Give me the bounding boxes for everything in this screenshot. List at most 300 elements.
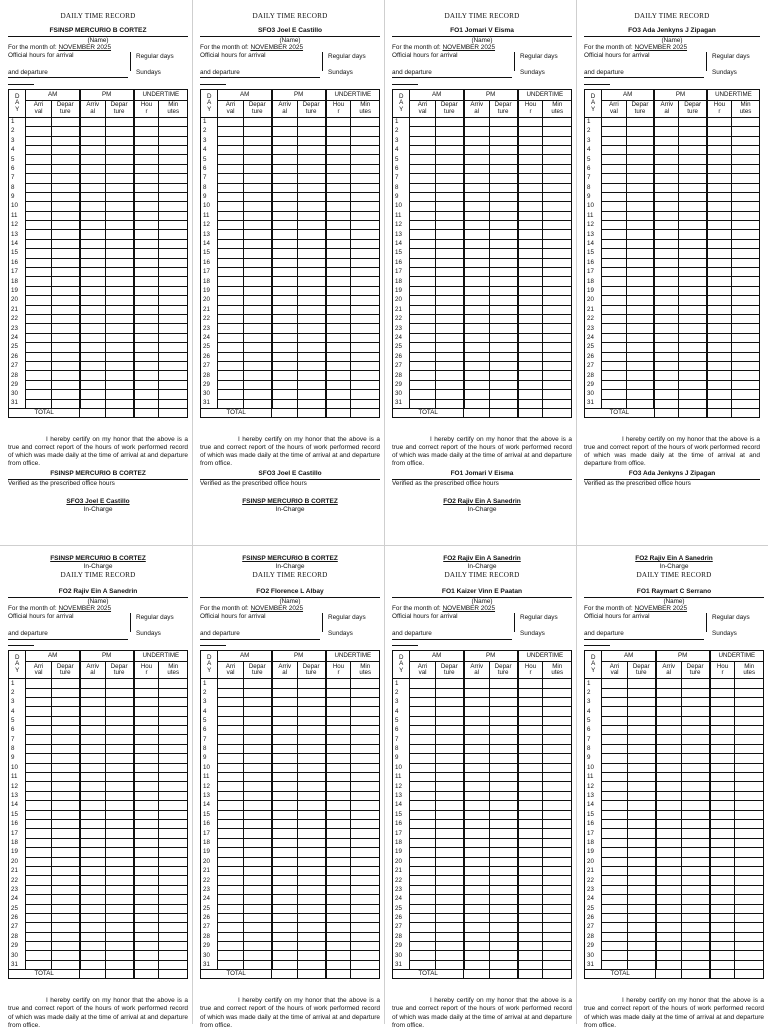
time-cell[interactable]: [297, 735, 326, 744]
time-cell[interactable]: [732, 127, 760, 136]
time-cell[interactable]: [105, 829, 134, 838]
time-cell[interactable]: [464, 904, 489, 913]
time-cell[interactable]: [464, 913, 489, 922]
total-cell[interactable]: [326, 408, 351, 417]
time-cell[interactable]: [326, 923, 351, 932]
time-cell[interactable]: [410, 895, 435, 904]
time-cell[interactable]: [272, 277, 297, 286]
time-cell[interactable]: [489, 192, 518, 201]
time-cell[interactable]: [710, 791, 735, 800]
time-cell[interactable]: [489, 744, 518, 753]
time-cell[interactable]: [410, 707, 435, 716]
total-cell[interactable]: [735, 970, 764, 979]
time-cell[interactable]: [51, 960, 80, 969]
time-cell[interactable]: [707, 324, 732, 333]
time-cell[interactable]: [435, 716, 464, 725]
time-cell[interactable]: [272, 352, 297, 361]
time-cell[interactable]: [26, 763, 51, 772]
time-cell[interactable]: [656, 763, 681, 772]
time-cell[interactable]: [543, 352, 572, 361]
time-cell[interactable]: [627, 932, 656, 941]
time-cell[interactable]: [707, 268, 732, 277]
time-cell[interactable]: [272, 230, 297, 239]
time-cell[interactable]: [326, 277, 351, 286]
time-cell[interactable]: [735, 697, 764, 706]
time-cell[interactable]: [543, 904, 572, 913]
time-cell[interactable]: [26, 230, 51, 239]
time-cell[interactable]: [326, 268, 351, 277]
time-cell[interactable]: [51, 801, 80, 810]
time-cell[interactable]: [80, 221, 105, 230]
time-cell[interactable]: [518, 688, 543, 697]
time-cell[interactable]: [464, 277, 489, 286]
time-cell[interactable]: [602, 716, 627, 725]
time-cell[interactable]: [218, 791, 243, 800]
time-cell[interactable]: [543, 754, 572, 763]
time-cell[interactable]: [627, 885, 656, 894]
time-cell[interactable]: [326, 697, 351, 706]
time-cell[interactable]: [464, 296, 489, 305]
time-cell[interactable]: [297, 361, 326, 370]
time-cell[interactable]: [159, 688, 188, 697]
time-cell[interactable]: [464, 333, 489, 342]
time-cell[interactable]: [435, 951, 464, 960]
time-cell[interactable]: [602, 211, 627, 220]
time-cell[interactable]: [410, 688, 435, 697]
time-cell[interactable]: [681, 857, 710, 866]
time-cell[interactable]: [134, 726, 159, 735]
time-cell[interactable]: [351, 202, 380, 211]
time-cell[interactable]: [272, 848, 297, 857]
time-cell[interactable]: [26, 211, 51, 220]
time-cell[interactable]: [326, 221, 351, 230]
time-cell[interactable]: [489, 136, 518, 145]
time-cell[interactable]: [602, 361, 627, 370]
time-cell[interactable]: [326, 679, 351, 688]
time-cell[interactable]: [351, 333, 380, 342]
time-cell[interactable]: [489, 848, 518, 857]
time-cell[interactable]: [627, 876, 656, 885]
time-cell[interactable]: [489, 371, 518, 380]
time-cell[interactable]: [218, 688, 243, 697]
time-cell[interactable]: [105, 744, 134, 753]
time-cell[interactable]: [410, 286, 435, 295]
time-cell[interactable]: [105, 885, 134, 894]
time-cell[interactable]: [326, 136, 351, 145]
time-cell[interactable]: [243, 277, 272, 286]
time-cell[interactable]: [543, 277, 572, 286]
time-cell[interactable]: [297, 866, 326, 875]
time-cell[interactable]: [159, 136, 188, 145]
time-cell[interactable]: [489, 202, 518, 211]
time-cell[interactable]: [656, 829, 681, 838]
time-cell[interactable]: [464, 211, 489, 220]
time-cell[interactable]: [243, 361, 272, 370]
time-cell[interactable]: [159, 679, 188, 688]
time-cell[interactable]: [732, 343, 760, 352]
time-cell[interactable]: [518, 820, 543, 829]
time-cell[interactable]: [735, 866, 764, 875]
time-cell[interactable]: [464, 951, 489, 960]
time-cell[interactable]: [656, 773, 681, 782]
time-cell[interactable]: [654, 183, 679, 192]
time-cell[interactable]: [26, 876, 51, 885]
time-cell[interactable]: [707, 399, 732, 408]
time-cell[interactable]: [518, 791, 543, 800]
time-cell[interactable]: [159, 820, 188, 829]
time-cell[interactable]: [489, 324, 518, 333]
time-cell[interactable]: [654, 380, 679, 389]
time-cell[interactable]: [297, 286, 326, 295]
time-cell[interactable]: [272, 258, 297, 267]
time-cell[interactable]: [80, 305, 105, 314]
time-cell[interactable]: [243, 221, 272, 230]
time-cell[interactable]: [602, 192, 627, 201]
time-cell[interactable]: [654, 145, 679, 154]
time-cell[interactable]: [51, 735, 80, 744]
time-cell[interactable]: [732, 258, 760, 267]
time-cell[interactable]: [435, 258, 464, 267]
time-cell[interactable]: [243, 829, 272, 838]
time-cell[interactable]: [297, 164, 326, 173]
time-cell[interactable]: [80, 951, 105, 960]
time-cell[interactable]: [26, 744, 51, 753]
time-cell[interactable]: [464, 707, 489, 716]
time-cell[interactable]: [105, 942, 134, 951]
time-cell[interactable]: [218, 885, 243, 894]
total-cell[interactable]: [351, 408, 380, 417]
time-cell[interactable]: [464, 202, 489, 211]
time-cell[interactable]: [654, 155, 679, 164]
time-cell[interactable]: [159, 183, 188, 192]
time-cell[interactable]: [489, 820, 518, 829]
time-cell[interactable]: [518, 951, 543, 960]
time-cell[interactable]: [602, 136, 627, 145]
time-cell[interactable]: [732, 286, 760, 295]
time-cell[interactable]: [351, 399, 380, 408]
time-cell[interactable]: [679, 268, 707, 277]
time-cell[interactable]: [243, 296, 272, 305]
time-cell[interactable]: [326, 829, 351, 838]
time-cell[interactable]: [489, 305, 518, 314]
total-cell[interactable]: [134, 970, 159, 979]
time-cell[interactable]: [326, 810, 351, 819]
time-cell[interactable]: [707, 136, 732, 145]
time-cell[interactable]: [351, 183, 380, 192]
time-cell[interactable]: [627, 801, 656, 810]
time-cell[interactable]: [51, 942, 80, 951]
time-cell[interactable]: [464, 735, 489, 744]
time-cell[interactable]: [654, 333, 679, 342]
time-cell[interactable]: [297, 895, 326, 904]
time-cell[interactable]: [159, 249, 188, 258]
time-cell[interactable]: [26, 697, 51, 706]
time-cell[interactable]: [80, 136, 105, 145]
time-cell[interactable]: [134, 164, 159, 173]
time-cell[interactable]: [489, 773, 518, 782]
time-cell[interactable]: [134, 942, 159, 951]
time-cell[interactable]: [654, 202, 679, 211]
time-cell[interactable]: [518, 904, 543, 913]
time-cell[interactable]: [51, 913, 80, 922]
total-cell[interactable]: [543, 408, 572, 417]
time-cell[interactable]: [218, 754, 243, 763]
time-cell[interactable]: [627, 838, 656, 847]
time-cell[interactable]: [681, 932, 710, 941]
time-cell[interactable]: [732, 277, 760, 286]
time-cell[interactable]: [80, 324, 105, 333]
time-cell[interactable]: [134, 127, 159, 136]
time-cell[interactable]: [410, 230, 435, 239]
time-cell[interactable]: [489, 913, 518, 922]
time-cell[interactable]: [602, 773, 627, 782]
time-cell[interactable]: [656, 726, 681, 735]
time-cell[interactable]: [351, 390, 380, 399]
time-cell[interactable]: [627, 791, 656, 800]
time-cell[interactable]: [105, 174, 134, 183]
time-cell[interactable]: [518, 230, 543, 239]
time-cell[interactable]: [243, 239, 272, 248]
time-cell[interactable]: [326, 782, 351, 791]
time-cell[interactable]: [51, 390, 80, 399]
time-cell[interactable]: [735, 876, 764, 885]
total-cell[interactable]: [681, 970, 710, 979]
time-cell[interactable]: [681, 726, 710, 735]
time-cell[interactable]: [464, 895, 489, 904]
time-cell[interactable]: [602, 202, 627, 211]
time-cell[interactable]: [435, 904, 464, 913]
time-cell[interactable]: [710, 904, 735, 913]
time-cell[interactable]: [80, 885, 105, 894]
time-cell[interactable]: [134, 305, 159, 314]
time-cell[interactable]: [435, 829, 464, 838]
time-cell[interactable]: [159, 371, 188, 380]
time-cell[interactable]: [518, 726, 543, 735]
time-cell[interactable]: [518, 249, 543, 258]
time-cell[interactable]: [489, 230, 518, 239]
time-cell[interactable]: [105, 127, 134, 136]
time-cell[interactable]: [80, 707, 105, 716]
time-cell[interactable]: [602, 904, 627, 913]
time-cell[interactable]: [26, 371, 51, 380]
time-cell[interactable]: [489, 679, 518, 688]
time-cell[interactable]: [735, 791, 764, 800]
time-cell[interactable]: [679, 371, 707, 380]
time-cell[interactable]: [626, 286, 654, 295]
time-cell[interactable]: [105, 202, 134, 211]
time-cell[interactable]: [410, 183, 435, 192]
time-cell[interactable]: [297, 333, 326, 342]
time-cell[interactable]: [654, 390, 679, 399]
time-cell[interactable]: [272, 249, 297, 258]
total-cell[interactable]: [297, 970, 326, 979]
time-cell[interactable]: [626, 136, 654, 145]
time-cell[interactable]: [602, 820, 627, 829]
time-cell[interactable]: [464, 314, 489, 323]
time-cell[interactable]: [602, 885, 627, 894]
time-cell[interactable]: [710, 697, 735, 706]
time-cell[interactable]: [26, 324, 51, 333]
time-cell[interactable]: [134, 343, 159, 352]
time-cell[interactable]: [326, 202, 351, 211]
time-cell[interactable]: [626, 164, 654, 173]
time-cell[interactable]: [272, 239, 297, 248]
time-cell[interactable]: [732, 221, 760, 230]
time-cell[interactable]: [326, 744, 351, 753]
time-cell[interactable]: [351, 258, 380, 267]
time-cell[interactable]: [297, 268, 326, 277]
time-cell[interactable]: [105, 249, 134, 258]
time-cell[interactable]: [464, 885, 489, 894]
time-cell[interactable]: [243, 174, 272, 183]
time-cell[interactable]: [464, 352, 489, 361]
time-cell[interactable]: [435, 202, 464, 211]
time-cell[interactable]: [297, 857, 326, 866]
time-cell[interactable]: [351, 744, 380, 753]
time-cell[interactable]: [710, 754, 735, 763]
time-cell[interactable]: [464, 820, 489, 829]
time-cell[interactable]: [272, 183, 297, 192]
time-cell[interactable]: [489, 239, 518, 248]
time-cell[interactable]: [297, 923, 326, 932]
time-cell[interactable]: [735, 707, 764, 716]
time-cell[interactable]: [410, 117, 435, 126]
time-cell[interactable]: [297, 136, 326, 145]
time-cell[interactable]: [679, 239, 707, 248]
time-cell[interactable]: [489, 716, 518, 725]
time-cell[interactable]: [735, 810, 764, 819]
time-cell[interactable]: [134, 239, 159, 248]
time-cell[interactable]: [435, 810, 464, 819]
time-cell[interactable]: [105, 716, 134, 725]
time-cell[interactable]: [134, 399, 159, 408]
time-cell[interactable]: [489, 296, 518, 305]
time-cell[interactable]: [627, 744, 656, 753]
time-cell[interactable]: [464, 136, 489, 145]
time-cell[interactable]: [435, 857, 464, 866]
total-cell[interactable]: [80, 970, 105, 979]
time-cell[interactable]: [218, 763, 243, 772]
time-cell[interactable]: [105, 848, 134, 857]
time-cell[interactable]: [710, 726, 735, 735]
time-cell[interactable]: [218, 324, 243, 333]
time-cell[interactable]: [489, 932, 518, 941]
time-cell[interactable]: [710, 820, 735, 829]
time-cell[interactable]: [326, 296, 351, 305]
time-cell[interactable]: [351, 951, 380, 960]
time-cell[interactable]: [351, 820, 380, 829]
time-cell[interactable]: [489, 221, 518, 230]
time-cell[interactable]: [134, 707, 159, 716]
time-cell[interactable]: [272, 333, 297, 342]
time-cell[interactable]: [435, 380, 464, 389]
time-cell[interactable]: [243, 268, 272, 277]
time-cell[interactable]: [26, 390, 51, 399]
time-cell[interactable]: [272, 857, 297, 866]
time-cell[interactable]: [735, 763, 764, 772]
time-cell[interactable]: [326, 399, 351, 408]
time-cell[interactable]: [26, 202, 51, 211]
time-cell[interactable]: [707, 249, 732, 258]
time-cell[interactable]: [218, 127, 243, 136]
time-cell[interactable]: [732, 155, 760, 164]
time-cell[interactable]: [272, 314, 297, 323]
time-cell[interactable]: [602, 239, 627, 248]
time-cell[interactable]: [732, 211, 760, 220]
time-cell[interactable]: [297, 913, 326, 922]
time-cell[interactable]: [134, 866, 159, 875]
time-cell[interactable]: [435, 221, 464, 230]
time-cell[interactable]: [518, 754, 543, 763]
time-cell[interactable]: [435, 735, 464, 744]
time-cell[interactable]: [218, 707, 243, 716]
time-cell[interactable]: [351, 127, 380, 136]
time-cell[interactable]: [218, 136, 243, 145]
time-cell[interactable]: [410, 679, 435, 688]
time-cell[interactable]: [134, 380, 159, 389]
time-cell[interactable]: [543, 679, 572, 688]
time-cell[interactable]: [51, 268, 80, 277]
time-cell[interactable]: [679, 127, 707, 136]
time-cell[interactable]: [26, 913, 51, 922]
time-cell[interactable]: [26, 249, 51, 258]
time-cell[interactable]: [326, 333, 351, 342]
time-cell[interactable]: [435, 230, 464, 239]
time-cell[interactable]: [326, 192, 351, 201]
time-cell[interactable]: [218, 343, 243, 352]
time-cell[interactable]: [543, 773, 572, 782]
time-cell[interactable]: [297, 211, 326, 220]
time-cell[interactable]: [710, 857, 735, 866]
time-cell[interactable]: [602, 333, 627, 342]
time-cell[interactable]: [410, 314, 435, 323]
time-cell[interactable]: [489, 829, 518, 838]
time-cell[interactable]: [272, 324, 297, 333]
time-cell[interactable]: [735, 942, 764, 951]
time-cell[interactable]: [105, 399, 134, 408]
time-cell[interactable]: [489, 277, 518, 286]
time-cell[interactable]: [732, 314, 760, 323]
time-cell[interactable]: [410, 380, 435, 389]
time-cell[interactable]: [410, 174, 435, 183]
time-cell[interactable]: [626, 305, 654, 314]
time-cell[interactable]: [464, 380, 489, 389]
time-cell[interactable]: [489, 904, 518, 913]
time-cell[interactable]: [297, 688, 326, 697]
time-cell[interactable]: [326, 174, 351, 183]
time-cell[interactable]: [243, 145, 272, 154]
time-cell[interactable]: [134, 763, 159, 772]
time-cell[interactable]: [518, 679, 543, 688]
time-cell[interactable]: [243, 735, 272, 744]
time-cell[interactable]: [297, 324, 326, 333]
time-cell[interactable]: [518, 239, 543, 248]
time-cell[interactable]: [732, 202, 760, 211]
time-cell[interactable]: [707, 305, 732, 314]
time-cell[interactable]: [326, 735, 351, 744]
time-cell[interactable]: [654, 136, 679, 145]
time-cell[interactable]: [80, 679, 105, 688]
time-cell[interactable]: [710, 895, 735, 904]
time-cell[interactable]: [243, 782, 272, 791]
time-cell[interactable]: [464, 117, 489, 126]
time-cell[interactable]: [351, 885, 380, 894]
time-cell[interactable]: [679, 333, 707, 342]
time-cell[interactable]: [243, 127, 272, 136]
time-cell[interactable]: [218, 183, 243, 192]
time-cell[interactable]: [26, 707, 51, 716]
time-cell[interactable]: [218, 697, 243, 706]
